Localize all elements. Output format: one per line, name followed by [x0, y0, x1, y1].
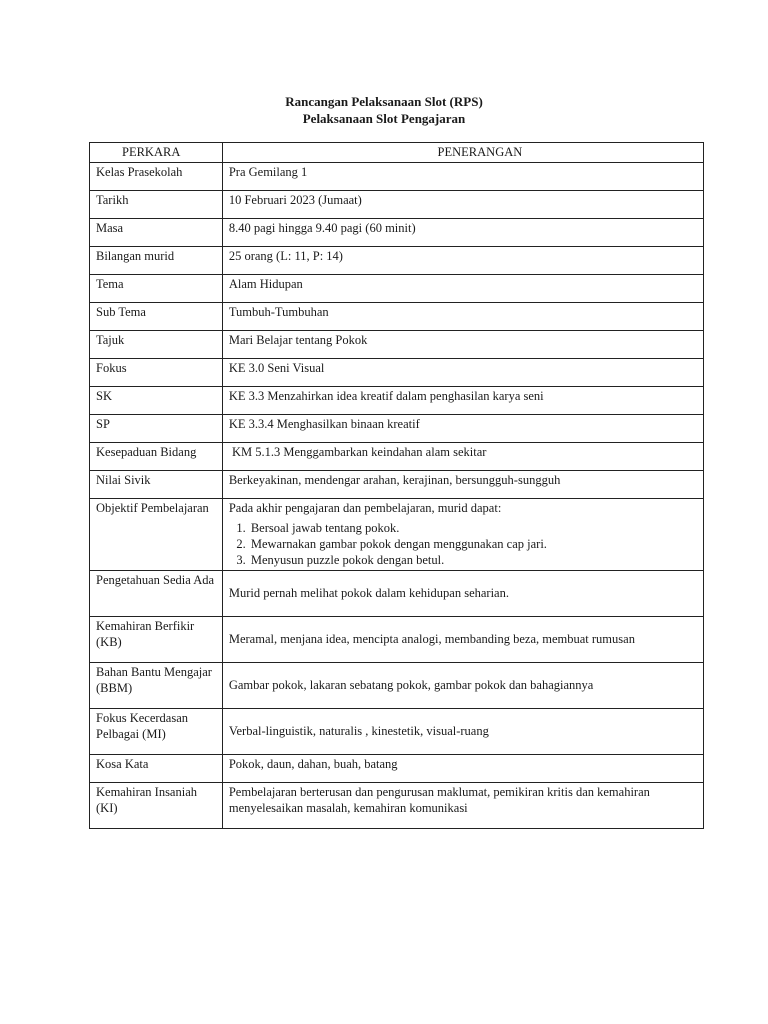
row-value: Murid pernah melihat pokok dalam kehidupan seharian. [222, 571, 703, 617]
table-row [90, 663, 704, 709]
row-label: Bahan Bantu Mengajar (BBM) [90, 663, 223, 709]
objectives-row [90, 499, 704, 571]
table-row [90, 471, 704, 499]
row-value: Meramal, menjana idea, mencipta analogi, membanding beza, membuat rumusan [222, 617, 703, 663]
row-value: Pembelajaran berterusan dan pengurusan maklumat, pemikiran kritis dan kemahiran menyelesaikan masalah, kemahiran komunikasi [222, 783, 703, 829]
row-value: Pokok, daun, dahan, buah, batang [222, 755, 703, 783]
objectives-cell [222, 499, 703, 571]
row-label: Bilangan murid [90, 247, 223, 275]
row-value: Mari Belajar tentang Pokok [222, 331, 703, 359]
table-row [90, 709, 704, 755]
table-row [90, 783, 704, 829]
row-label: Masa [90, 219, 223, 247]
row-value: Alam Hidupan [222, 275, 703, 303]
list-item: 3. Menyusun puzzle pokok dengan betul. [249, 552, 697, 568]
row-label: Pengetahuan Sedia Ada [90, 571, 223, 617]
document-title: Rancangan Pelaksanaan Slot (RPS) [285, 94, 483, 109]
objectives-intro: Pada akhir pengajaran dan pembelajaran, murid dapat: [228, 501, 502, 515]
row-label: Kelas Prasekolah [90, 163, 223, 191]
document-heading [0, 93, 768, 127]
row-label: SK [90, 387, 223, 415]
row-value: 25 orang (L: 11, P: 14) [222, 247, 703, 275]
row-value: Tumbuh-Tumbuhan [222, 303, 703, 331]
table-row [90, 191, 704, 219]
row-label: Tema [90, 275, 223, 303]
table-row [90, 571, 704, 617]
row-label: Objektif Pembelajaran [90, 499, 223, 571]
row-label: Sub Tema [90, 303, 223, 331]
row-value: KE 3.3.4 Menghasilkan binaan kreatif [222, 415, 703, 443]
row-label: Fokus [90, 359, 223, 387]
table-row [90, 617, 704, 663]
row-value: KE 3.0 Seni Visual [222, 359, 703, 387]
row-value: 8.40 pagi hingga 9.40 pagi (60 minit) [222, 219, 703, 247]
row-label: Tajuk [90, 331, 223, 359]
table-row [90, 247, 704, 275]
header-perkara: PERKARA [90, 143, 223, 163]
row-value: Pra Gemilang 1 [222, 163, 703, 191]
row-value: 10 Februari 2023 (Jumaat) [222, 191, 703, 219]
document-subtitle: Pelaksanaan Slot Pengajaran [302, 111, 466, 126]
table-row [90, 275, 704, 303]
table-row [90, 755, 704, 783]
table-row [90, 387, 704, 415]
row-label: Kemahiran Berfikir (KB) [90, 617, 223, 663]
header-penerangan: PENERANGAN [222, 143, 703, 163]
row-value: Berkeyakinan, mendengar arahan, kerajinan, bersungguh-sungguh [222, 471, 703, 499]
row-value: KM 5.1.3 Menggambarkan keindahan alam sekitar [222, 443, 703, 471]
row-value: Gambar pokok, lakaran sebatang pokok, gambar pokok dan bahagiannya [222, 663, 703, 709]
row-label: Kosa Kata [90, 755, 223, 783]
list-item: 1. Bersoal jawab tentang pokok. [249, 520, 697, 536]
table-row [90, 303, 704, 331]
table-row [90, 331, 704, 359]
row-label: Kesepaduan Bidang [90, 443, 223, 471]
objectives-list [229, 520, 697, 568]
table-row [90, 219, 704, 247]
row-label: Tarikh [90, 191, 223, 219]
table-row [90, 443, 704, 471]
table-header-row [90, 143, 704, 163]
row-label: Fokus Kecerdasan Pelbagai (MI) [90, 709, 223, 755]
list-item: 2. Mewarnakan gambar pokok dengan menggunakan cap jari. [249, 536, 697, 552]
row-label: Nilai Sivik [90, 471, 223, 499]
table-row [90, 359, 704, 387]
table-row [90, 163, 704, 191]
row-value: KE 3.3 Menzahirkan idea kreatif dalam penghasilan karya seni [222, 387, 703, 415]
row-label: Kemahiran Insaniah (KI) [90, 783, 223, 829]
table-row [90, 415, 704, 443]
row-value: Verbal-linguistik, naturalis , kinestetik, visual-ruang [222, 709, 703, 755]
row-label: SP [90, 415, 223, 443]
rps-table [89, 142, 704, 829]
